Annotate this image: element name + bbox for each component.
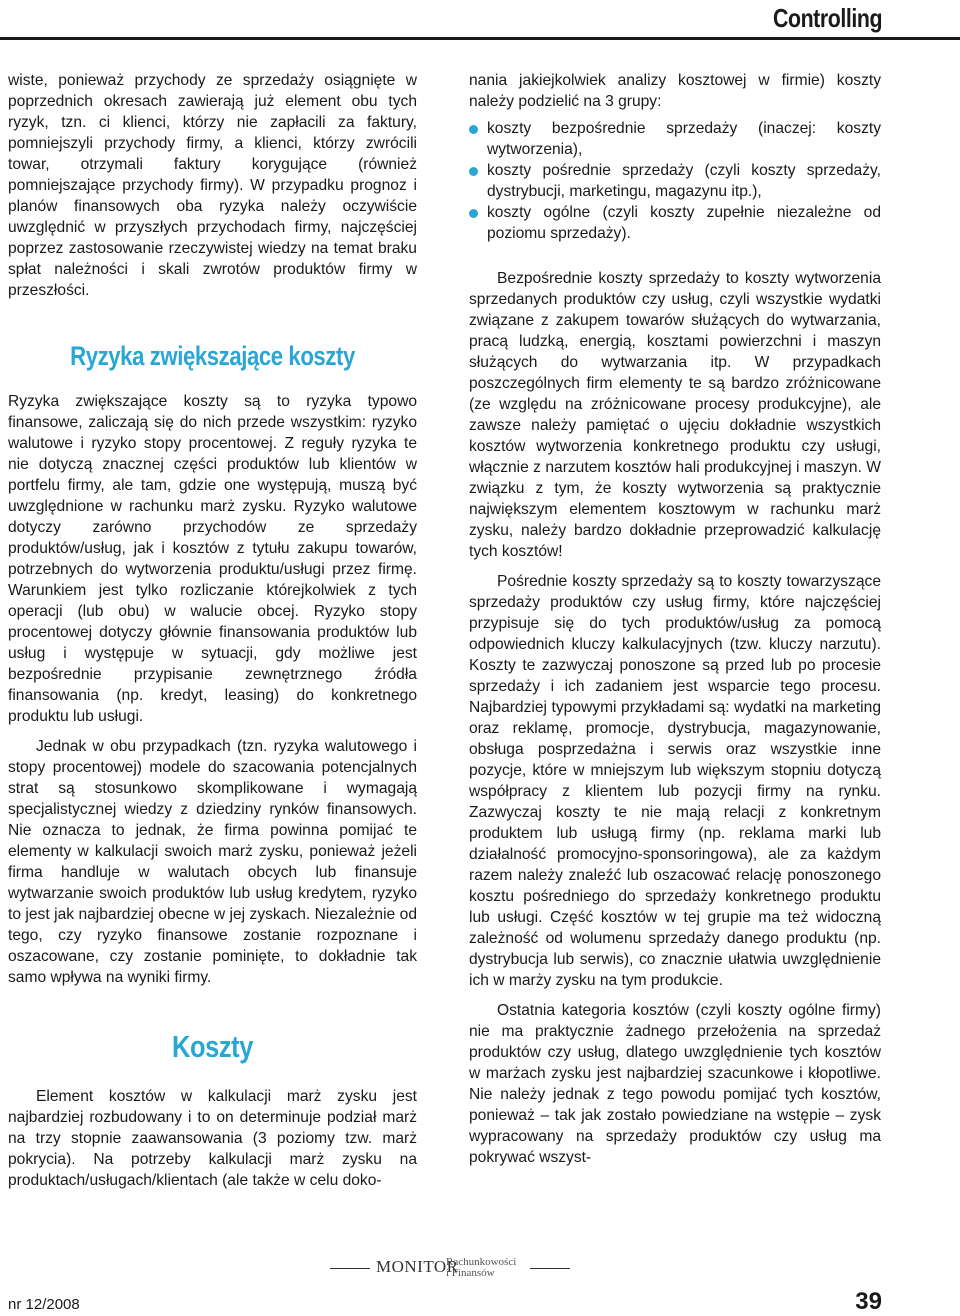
section-label: Controlling [772,3,882,33]
issue-number: nr 12/2008 [8,1296,80,1313]
right-column [469,70,881,1168]
paragraph: Jednak w obu przypadkach (tzn. ryzyka walutowego i stopy procentowej) modele do szacowania potencjalnych strat są stosunkowo skomplikowane i wymagają specjalistycznej wiedzy z dziedziny rynków finansowych. Nie oznacza to jednak, że firma powinna pomijać te elementy w kalkulacji swoich marż zysku, ponieważ jeżeli firma handluje w walutach obcych lub finansuje wytwarzanie swoich produktów lub usług kredytem, ryzyko to jest jak najbardziej obecne w jej zyskach. Niezależnie od tego, czy ryzyko finansowe zostanie rozpoznane i oszacowane, czy zostanie pominięte, to dokładnie tak samo wpływa na wyniki firmy. [8,738,417,986]
magazine-subtitle: Rachunkowości i Finansów [446,1256,517,1279]
left-column [8,70,417,1191]
list-item: koszty bezpośrednie sprzedaży (inaczej: koszty wytworzenia), [469,118,881,160]
magazine-name: MONITOR [376,1257,459,1276]
paragraph: Ostatnia kategoria kosztów (czyli koszty ogólne firmy) nie ma praktycznie żadnego przełożenia na sprzedaż produktów czy usług, dlatego uwzględnienie tych kosztów w marżach zysku jest najbardziej szacunkowe i kłopotliwe. Nie należy jednak z tego powodu pomijać tych kosztów, ponieważ – tak jak zostało powiedziane na wstępie – zysk wypracowany na sprzedaży produktów czy usług ma pokrywać wszyst- [469,1002,881,1166]
paragraph: Pośrednie koszty sprzedaży są to koszty towarzyszące sprzedaży produktów czy usług firmy, które najczęściej przypisuje się do tych produktów/usług za pomocą odpowiednich kluczy kalkulacyjnych (tzw. kluczy narzutu). Koszty te zazwyczaj ponoszone są przed lub po procesie sprzedaży i ich zadaniem jest wsparcie tego procesu. Najbardziej typowymi przykładami są: wydatki na marketing oraz reklamę, promocje, dystrybucja, magazynowanie, obsługa posprzedażna i serwis oraz wszystkie inne pozycje, które w mniejszym lub większym stopniu dotyczą współpracy z klientem lub pozycji firmy na rynku. Zazwyczaj koszty te nie mają relacji z konkretnym produktem lub usługą firmy (np. reklama marki lub działalność promocyjno-sponsoringowa), ale za każdym razem należy znaleźć lub oszacować relację ponoszonego kosztu pośredniego do sprzedaży konkretnego produktu lub usługi. Część kosztów w tej grupie ma też widoczną zależność od wolumenu sprzedaży danego produktu (np. dystrybucja lub serwis), co znacznie ułatwia uwzględnienie ich w marży zysku na tym produkcie. [469,573,881,989]
section-heading-ryzyka: Ryzyka zwiększające koszty [70,341,355,371]
page-header [0,0,960,40]
paragraph: Ryzyka zwiększające koszty są to ryzyka typowo finansowe, zaliczają się do nich przede wszystkim: ryzyko walutowe i ryzyko stopy procentowej. Z reguły ryzyka te nie dotyczą znacznej części produktów lub klientów w portfelu firmy, ale tam, gdzie one występują, muszą być uwzględnione w rachunku marż zysku. Ryzyko walutowe dotyczy zarówno przychodów ze sprzedaży produktów/usług, jak i kosztów z tytułu zakupu towarów, potrzebnych do wytworzenia produktu/usługi przez firmę. Warunkiem jest tylko rozliczanie którejkolwiek z tych operacji (lub obu) w walucie obcej. Ryzyko stopy procentowej dotyczy głównie finansowania produktów lub usług i występuje w sytuacji, gdy możliwe jest bezpośrednie przypisanie zewnętrznego źródła finansowania (np. kredyt, leasing) do konkretnego produktu lub usługi. [8,393,417,725]
list-item: koszty pośrednie sprzedaży (czyli koszty sprzedaży, dystrybucji, marketingu, magazynu itp.), [469,160,881,202]
paragraph: Bezpośrednie koszty sprzedaży to koszty wytworzenia sprzedanych produktów czy usług, czyli wszystkie wydatki związane z zakupem towarów służących do wytwarzania, pracą ludzką, energią, kosztami powierzchni i maszyn służących do wytwarzania itp. W przypadkach poszczególnych firm elementy te są bardzo zróżnicowane (ze względu na zróżnicowane procesy produkcyjne), ale zawsze należy pamiętać o ujęciu dokładnie wszystkich kosztów wytworzenia konkretnego produktu czy usługi, włącznie z narzutem kosztów hali produkcyjnej i maszyn. W związku z tym, że koszty wytworzenia są praktycznie największym elementem kosztowym w rachunku marż zysku, należy bardzo dokładnie przeprowadzić kalkulację tych kosztów! [469,270,881,560]
logo-rule-right [530,1268,570,1269]
bullet-icon [469,125,478,134]
header-rule [0,37,960,40]
list-item: koszty ogólne (czyli koszty zupełnie niezależne od poziomu sprzedaży). [469,202,881,244]
section-heading-koszty: Koszty [172,1029,253,1064]
paragraph: nania jakiejkolwiek analizy kosztowej w firmie) koszty należy podzielić na 3 grupy: [469,72,881,110]
logo-rule-left [330,1268,370,1269]
page-number: 39 [855,1288,882,1315]
paragraph: wiste, ponieważ przychody ze sprzedaży osiągnięte w poprzednich okresach zawierają już element obu tych ryzyk, tzn. ci klienci, którzy nie zapłacili za faktury, pomniejszyli przychody firmy, a klienci, którzy zwrócili towar, otrzymali faktury korygujące (również pomniejszające przychody firmy). W przypadku prognoz i planów finansowych oba ryzyka należy oczywiście uwzględnić w przyszłych przychodach firmy, najczęściej poprzez zastosowanie rzeczywistej wiedzy na temat braku spłat należności i skali zwrotów produktów firmy w przeszłości. [8,72,417,299]
cost-groups-list [469,118,881,244]
bullet-icon [469,167,478,176]
magazine-logo [330,1257,630,1281]
paragraph: Element kosztów w kalkulacji marż zysku jest najbardziej rozbudowany i to on determinuje podział marż na trzy stopnie zaawansowania (3 poziomy tzw. marż pokrycia). Na potrzeby kalkulacji marż zysku na produktach/usługach/klientach (ale także w celu doko- [8,1088,417,1189]
bullet-icon [469,209,478,218]
